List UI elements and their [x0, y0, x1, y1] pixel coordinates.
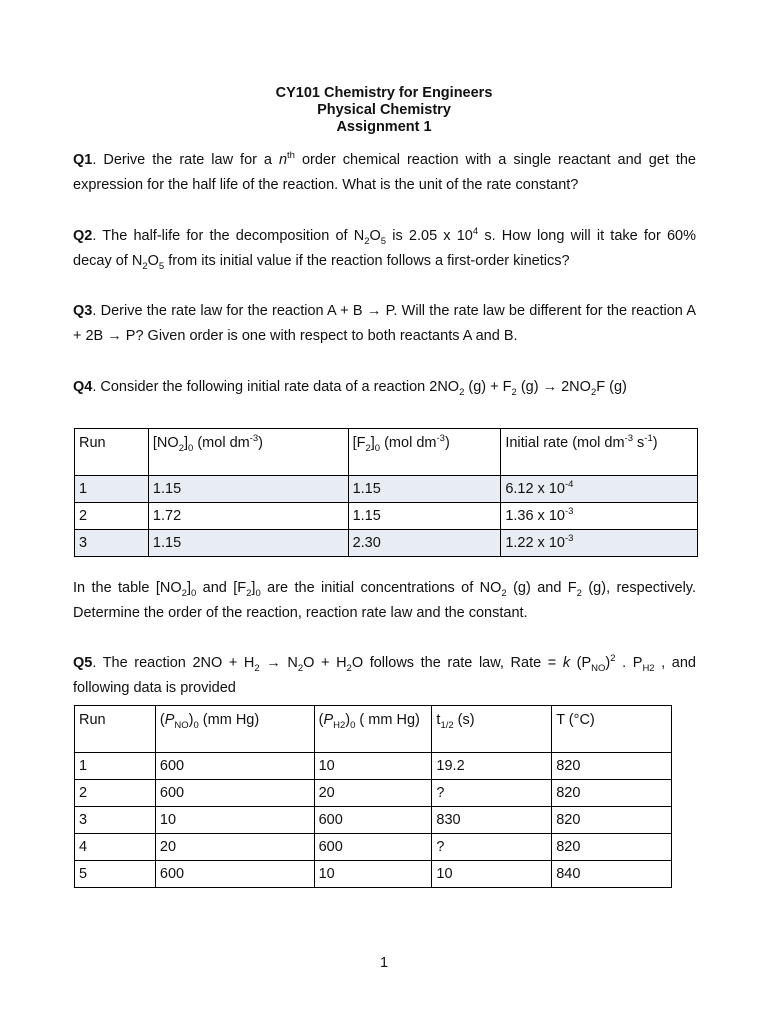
- cell-no2: 1.15: [148, 476, 348, 503]
- cell-no2: 1.72: [148, 503, 348, 530]
- q2-sub-1: 2: [364, 235, 370, 247]
- cell-half-life: 10: [432, 861, 552, 888]
- cell-run: 1: [75, 753, 156, 780]
- header-ph2: $(P_{H2})_0$ ( mm Hg): [314, 706, 432, 753]
- table-row: [75, 861, 672, 888]
- q3-text: . Derive the rate law for the reaction A + B → P. Will the rate law be different for the reaction A + 2B → P? Given order is one with respect to both reactants A and B.: [73, 303, 696, 344]
- header-run: Run: [75, 429, 149, 476]
- q2-text-c: is 2.05 x 10: [386, 228, 473, 244]
- cell-ph2: 600: [314, 834, 432, 861]
- cell-ph2: 10: [314, 753, 432, 780]
- course-title: CY101 Chemistry for Engineers: [275, 85, 493, 101]
- cell-f2: 2.30: [348, 530, 501, 557]
- q2-text-e: O: [147, 253, 159, 269]
- q4-text-b: (g) + F: [464, 379, 512, 395]
- table-row: [75, 807, 672, 834]
- cell-rate: 1.22 x $10^{-3}$: [501, 530, 698, 557]
- cell-run: 1: [75, 476, 149, 503]
- q5-label: Q5: [73, 655, 93, 671]
- cell-half-life: ?: [432, 834, 552, 861]
- cell-run: 3: [75, 807, 156, 834]
- cell-f2: 1.15: [348, 476, 501, 503]
- q4-text-a: . Consider the following initial rate data of a reaction 2NO: [92, 379, 460, 395]
- cell-pno: 600: [155, 780, 314, 807]
- cell-run: 2: [75, 780, 156, 807]
- q4-text-c: (g) → 2NO: [516, 379, 591, 395]
- q4-sub-1: 2: [459, 386, 465, 398]
- question-2: [73, 224, 696, 274]
- cell-ph2: 600: [314, 807, 432, 834]
- cell-ph2: 20: [314, 780, 432, 807]
- q2-sub-4: 5: [158, 260, 165, 272]
- cell-temperature: 820: [552, 753, 672, 780]
- table-row: [75, 780, 672, 807]
- q1-text-a: . Derive the rate law for a: [92, 152, 279, 168]
- header-no2: $[NO_2]_0$ (mol $dm^{-3}$): [148, 429, 348, 476]
- header-temperature: T (°C): [552, 706, 672, 753]
- q2-text-d: s. How long will it take for 60% decay of N: [73, 228, 697, 269]
- cell-no2: 1.15: [148, 530, 348, 557]
- q1-n: n: [278, 152, 288, 168]
- cell-rate: 1.36 x $10^{-3}$: [501, 503, 698, 530]
- cell-temperature: 820: [552, 780, 672, 807]
- cell-run: 4: [75, 834, 156, 861]
- q1-label: Q1: [73, 152, 93, 168]
- table-row: [75, 753, 672, 780]
- cell-pno: 600: [155, 753, 314, 780]
- question-5: Q5. The reaction $2NO + H_2 \to N_2O + H_2O$ follows the rate law, Rate = k $(P_{NO})^2$ . $P_{H2}$ , and following data is provided: [73, 653, 696, 696]
- question-3: [73, 299, 696, 349]
- table-row: [75, 834, 672, 861]
- cell-rate: 6.12 x $10^{-4}$: [501, 476, 698, 503]
- q4-sub-3: 2: [590, 386, 597, 398]
- header-half-life: $t_{1/2}$ (s): [432, 706, 552, 753]
- cell-pno: 10: [155, 807, 314, 834]
- q2-label: Q2: [73, 228, 93, 244]
- table-note: In the table $[NO_2]_0$ and $[F_2]_0$ are the initial concentrations of $NO_2$ (g) and $F_2$ (g), respectively. Determine the order of the reaction, reaction rate law and the constant.: [73, 580, 696, 621]
- cell-ph2: 10: [314, 861, 432, 888]
- cell-run: 5: [75, 861, 156, 888]
- cell-f2: 1.15: [348, 503, 501, 530]
- cell-pno: 600: [155, 861, 314, 888]
- question-4: [73, 375, 696, 400]
- q1-text-b: order chemical reaction with a single reactant and get the expression for the half life of the reaction. What is the unit of the rate constant?: [73, 152, 696, 193]
- cell-temperature: 820: [552, 834, 672, 861]
- assignment-title: Assignment 1: [336, 119, 432, 135]
- subject-title: Physical Chemistry: [317, 102, 451, 118]
- q4-text-d: F (g): [596, 379, 627, 395]
- cell-half-life: 830: [432, 807, 552, 834]
- q2-text-f: from its initial value if the reaction follows a first-order kinetics?: [164, 253, 570, 269]
- cell-temperature: 840: [552, 861, 672, 888]
- header-run: Run: [75, 706, 156, 753]
- page-number: 1: [379, 955, 389, 971]
- q1-th: th: [287, 150, 295, 162]
- q2-exp: 4: [472, 226, 479, 238]
- table-row: [75, 476, 698, 503]
- q2-text-a: . The half-life for the decomposition of N: [92, 228, 365, 244]
- table-header-row: [75, 706, 672, 753]
- header-pno: $(P_{NO})_0$ (mm Hg): [155, 706, 314, 753]
- cell-run: 2: [75, 503, 149, 530]
- question-1: [73, 148, 696, 198]
- rate-data-table: [74, 428, 698, 557]
- cell-half-life: ?: [432, 780, 552, 807]
- q4-label: Q4: [73, 379, 93, 395]
- header-initial-rate: Initial rate (mol $dm^{-3}$ $s^{-1}$): [501, 429, 698, 476]
- half-life-table: [74, 705, 672, 888]
- q3-label: Q3: [73, 303, 93, 319]
- q2-text-b: O: [369, 228, 381, 244]
- note-text-a: In the table [NO: [73, 580, 182, 596]
- q4-sub-2: 2: [511, 386, 517, 398]
- cell-half-life: 19.2: [432, 753, 552, 780]
- cell-run: 3: [75, 530, 149, 557]
- table-row: [75, 503, 698, 530]
- table-header-row: [75, 429, 698, 476]
- cell-temperature: 820: [552, 807, 672, 834]
- header-f2: $[F_2]_0$ (mol $dm^{-3}$): [348, 429, 501, 476]
- cell-pno: 20: [155, 834, 314, 861]
- q2-sub-2: 5: [380, 235, 387, 247]
- document-header: [0, 85, 768, 136]
- table-row: [75, 530, 698, 557]
- q2-sub-3: 2: [142, 260, 148, 272]
